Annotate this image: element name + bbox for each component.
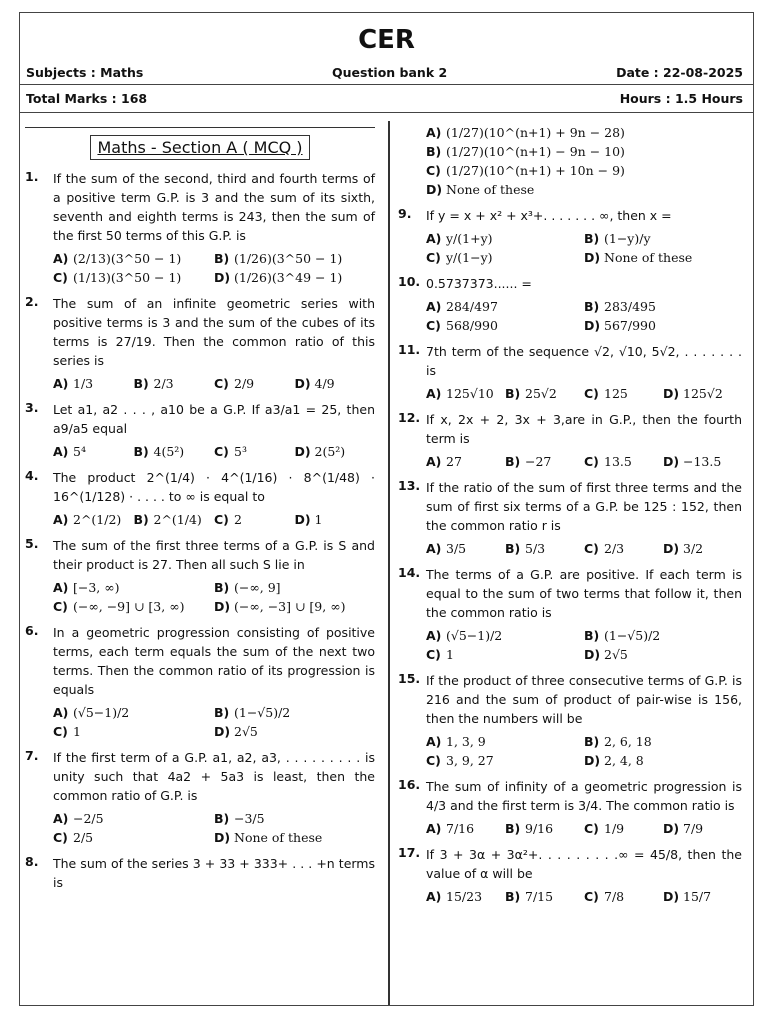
option-value: 2^(1/2)	[73, 512, 122, 527]
question-number: 13.	[398, 478, 421, 493]
options	[426, 454, 742, 469]
option-value: 2, 4, 8	[604, 753, 644, 768]
option-value: (1/13)(3^50 − 1)	[73, 270, 182, 285]
option-letter: A)	[53, 580, 69, 595]
option-value: (1/27)(10^(n+1) + 10n − 9)	[446, 163, 625, 178]
option-letter: D)	[214, 724, 231, 739]
option-letter: B)	[214, 705, 230, 720]
option-letter: A)	[53, 376, 69, 391]
question-13	[398, 478, 742, 556]
option-value: 4(5²)	[153, 444, 185, 459]
subjects-label: Subjects : Maths	[26, 65, 144, 80]
option-value: 2, 6, 18	[604, 734, 652, 749]
option-a	[53, 444, 134, 459]
option-value: (1/27)(10^(n+1) + 9n − 28)	[446, 125, 625, 140]
question-number: 2.	[25, 294, 39, 309]
option-letter: C)	[584, 889, 599, 904]
option-letter: D)	[663, 541, 680, 556]
question-number: 8.	[25, 854, 39, 869]
option-letter: D)	[584, 318, 601, 333]
question-text: If y = x + x² + x³+. . . . . . . ∞, then x =	[426, 208, 672, 223]
option-value: (√5−1)/2	[446, 628, 503, 643]
option-d	[295, 512, 376, 527]
option-letter: A)	[426, 231, 442, 246]
option-letter: D)	[663, 454, 680, 469]
option-a	[426, 821, 505, 836]
header-divider	[20, 84, 753, 85]
option-d	[584, 753, 742, 768]
option-letter: B)	[584, 734, 600, 749]
option-a	[426, 386, 505, 401]
question-9	[398, 206, 742, 265]
question-number: 17.	[398, 845, 421, 860]
option-value: 7/16	[446, 821, 475, 836]
question-text: If x, 2x + 2, 3x + 3,are in G.P., then the fourth term is	[426, 412, 742, 446]
question-text: 7th term of the sequence √2, √10, 5√2, . . . . . . . is	[426, 344, 742, 378]
option-letter: B)	[505, 821, 521, 836]
option-d	[426, 182, 742, 197]
option-letter: C)	[584, 541, 599, 556]
question-11	[398, 342, 742, 401]
option-d	[663, 821, 742, 836]
option-b	[505, 541, 584, 556]
question-text: The sum of the series 3 + 33 + 333+ . . . +n terms is	[53, 856, 375, 890]
options	[53, 376, 375, 391]
option-letter: A)	[426, 734, 442, 749]
option-value: (−∞, −3] ∪ [9, ∞)	[234, 599, 346, 614]
option-letter: A)	[426, 889, 442, 904]
option-c	[584, 454, 663, 469]
option-value: 1	[314, 512, 323, 527]
options	[426, 125, 742, 197]
option-d	[584, 318, 742, 333]
option-letter: A)	[53, 811, 69, 826]
option-letter: A)	[426, 299, 442, 314]
option-b	[214, 580, 375, 595]
left-column	[25, 133, 375, 892]
option-a	[426, 454, 505, 469]
option-c	[53, 270, 214, 285]
options	[426, 231, 742, 265]
option-c	[584, 386, 663, 401]
question-number: 5.	[25, 536, 39, 551]
question-number: 9.	[398, 206, 412, 221]
option-a	[426, 889, 505, 904]
option-b	[584, 231, 742, 246]
option-value: 5³	[234, 444, 247, 459]
question-text: The sum of the first three terms of a G.P. is S and their product is 27. Then all such S lie in	[53, 538, 375, 572]
option-value: 3/5	[446, 541, 467, 556]
option-letter: A)	[53, 444, 69, 459]
option-value: 9/16	[525, 821, 554, 836]
question-3	[25, 400, 375, 459]
option-c	[214, 444, 295, 459]
option-value: 2/3	[153, 376, 174, 391]
section-heading	[25, 138, 375, 157]
option-c	[214, 376, 295, 391]
question-text: If 3 + 3α + 3α²+. . . . . . . . .∞ = 45/8, then the value of α will be	[426, 847, 742, 881]
option-value: 1/3	[73, 376, 94, 391]
option-letter: B)	[584, 299, 600, 314]
option-value: 2(5²)	[314, 444, 346, 459]
question-number: 16.	[398, 777, 421, 792]
option-b	[505, 454, 584, 469]
options	[53, 580, 375, 614]
question-number: 14.	[398, 565, 421, 580]
option-letter: B)	[214, 580, 230, 595]
option-c	[426, 318, 584, 333]
hours-label: Hours : 1.5 Hours	[619, 91, 743, 106]
option-value: 27	[446, 454, 462, 469]
option-value: (√5−1)/2	[73, 705, 130, 720]
question-text: In a geometric progression consisting of positive terms, each term equals the sum of the next two terms. Then the common ratio of its progression is equals	[53, 625, 375, 697]
option-letter: D)	[584, 753, 601, 768]
option-letter: D)	[214, 270, 231, 285]
option-a	[426, 734, 584, 749]
question-number: 4.	[25, 468, 39, 483]
option-letter: D)	[214, 599, 231, 614]
option-value: (1−√5)/2	[604, 628, 661, 643]
option-d	[663, 454, 742, 469]
option-a	[53, 580, 214, 595]
option-c	[53, 599, 214, 614]
option-letter: A)	[426, 541, 442, 556]
option-a	[426, 299, 584, 314]
option-value: 2√5	[234, 724, 258, 739]
option-value: 284/497	[446, 299, 498, 314]
option-d	[295, 376, 376, 391]
option-letter: C)	[214, 512, 229, 527]
options	[53, 251, 375, 285]
option-value: 125√2	[683, 386, 723, 401]
option-letter: B)	[133, 376, 149, 391]
option-letter: A)	[426, 628, 442, 643]
question-14	[398, 565, 742, 662]
question-number: 3.	[25, 400, 39, 415]
option-value: 13.5	[604, 454, 632, 469]
option-c	[584, 541, 663, 556]
option-value: 1, 3, 9	[446, 734, 486, 749]
option-letter: D)	[584, 250, 601, 265]
option-letter: B)	[505, 889, 521, 904]
right-column	[398, 125, 742, 904]
option-b	[584, 628, 742, 643]
option-a	[426, 628, 584, 643]
option-letter: C)	[426, 753, 441, 768]
question-number: 12.	[398, 410, 421, 425]
question-text: Let a1, a2 . . . , a10 be a G.P. If a3/a1 = 25, then a9/a5 equal	[53, 402, 375, 436]
option-value: (−∞, 9]	[234, 580, 281, 595]
options	[426, 386, 742, 401]
option-value: 7/15	[525, 889, 554, 904]
option-letter: B)	[505, 454, 521, 469]
option-value: None of these	[604, 250, 693, 265]
question-text: If the ratio of the sum of first three terms and the sum of first six terms of a G.P. be 125 : 152, then the common ratio r is	[426, 480, 742, 533]
option-d	[214, 724, 375, 739]
total-marks-label: Total Marks : 168	[26, 91, 148, 106]
option-letter: C)	[426, 163, 441, 178]
option-c	[214, 512, 295, 527]
question-text: 0.5737373...... =	[426, 276, 532, 291]
option-value: 2^(1/4)	[153, 512, 202, 527]
option-c	[426, 250, 584, 265]
option-letter: C)	[426, 318, 441, 333]
question-bank-label: Question bank 2	[332, 65, 448, 80]
option-value: (1/26)(3^49 − 1)	[234, 270, 343, 285]
option-value: None of these	[234, 830, 323, 845]
option-value: 1/9	[604, 821, 625, 836]
option-value: 567/990	[604, 318, 656, 333]
options	[426, 299, 742, 333]
option-b	[505, 889, 584, 904]
option-letter: C)	[426, 250, 441, 265]
option-value: y/(1+y)	[446, 231, 493, 246]
option-a	[426, 231, 584, 246]
option-value: (1/26)(3^50 − 1)	[234, 251, 343, 266]
option-value: 7/9	[683, 821, 704, 836]
option-letter: C)	[53, 830, 68, 845]
option-b	[134, 512, 215, 527]
question-text: The sum of an infinite geometric series with positive terms is 3 and the sum of the cubes of its terms is 27/19. Then the common ratio of this series is	[53, 296, 375, 368]
option-value: 15/23	[446, 889, 483, 904]
options	[53, 512, 375, 527]
question-number: 6.	[25, 623, 39, 638]
question-paper	[19, 12, 754, 1006]
options	[426, 734, 742, 768]
option-b	[505, 386, 584, 401]
question-16	[398, 777, 742, 836]
option-letter: D)	[426, 182, 443, 197]
option-c	[584, 889, 663, 904]
question-text: The product 2^(1/4) · 4^(1/16) · 8^(1/48) · 16^(1/128) · . . . . to ∞ is equal to	[53, 470, 375, 504]
options	[53, 705, 375, 739]
question-5	[25, 536, 375, 614]
option-value: 1	[446, 647, 454, 662]
option-b	[505, 821, 584, 836]
question-15	[398, 671, 742, 768]
option-a	[426, 125, 742, 140]
option-value: −27	[525, 454, 552, 469]
option-letter: C)	[53, 599, 68, 614]
option-value: 2√5	[604, 647, 628, 662]
option-value: 7/8	[604, 889, 625, 904]
option-value: 2	[234, 512, 242, 527]
option-b	[214, 251, 375, 266]
option-c	[426, 753, 584, 768]
option-letter: D)	[294, 444, 311, 459]
options	[426, 821, 742, 836]
option-letter: D)	[214, 830, 231, 845]
option-letter: B)	[214, 811, 230, 826]
options	[426, 889, 742, 904]
option-c	[53, 830, 214, 845]
option-letter: A)	[426, 386, 442, 401]
option-a	[426, 541, 505, 556]
option-value: 125	[604, 386, 628, 401]
options	[426, 628, 742, 662]
option-letter: C)	[584, 386, 599, 401]
option-letter: B)	[133, 444, 149, 459]
paper-title: CER	[358, 25, 415, 55]
question-17	[398, 845, 742, 904]
option-a	[53, 811, 214, 826]
option-a	[53, 376, 134, 391]
option-value: y/(1−y)	[446, 250, 493, 265]
question-number: 11.	[398, 342, 421, 357]
option-letter: A)	[426, 454, 442, 469]
question-4	[25, 468, 375, 527]
option-letter: C)	[53, 270, 68, 285]
option-letter: A)	[53, 251, 69, 266]
option-b	[426, 144, 742, 159]
options	[426, 541, 742, 556]
option-d	[663, 541, 742, 556]
option-letter: C)	[214, 376, 229, 391]
option-value: 5/3	[525, 541, 546, 556]
option-d	[584, 647, 742, 662]
option-value: (−∞, −9] ∪ [3, ∞)	[73, 599, 185, 614]
option-d	[663, 386, 742, 401]
question-number: 10.	[398, 274, 421, 289]
option-b	[214, 811, 375, 826]
option-a	[53, 705, 214, 720]
option-value: −2/5	[73, 811, 104, 826]
question-8	[25, 854, 375, 892]
option-value: 2/5	[73, 830, 94, 845]
option-d	[214, 599, 375, 614]
question-cont	[398, 125, 742, 197]
question-number: 7.	[25, 748, 39, 763]
option-a	[53, 512, 134, 527]
option-value: 125√10	[446, 386, 494, 401]
option-letter: B)	[214, 251, 230, 266]
option-value: 3, 9, 27	[446, 753, 494, 768]
option-value: (1/27)(10^(n+1) − 9n − 10)	[446, 144, 625, 159]
option-letter: D)	[584, 647, 601, 662]
option-letter: C)	[214, 444, 229, 459]
option-letter: C)	[584, 821, 599, 836]
question-12	[398, 410, 742, 469]
option-value: −3/5	[234, 811, 265, 826]
option-value: 2/3	[604, 541, 625, 556]
option-value: (1−y)/y	[604, 231, 651, 246]
question-text: If the first term of a G.P. a1, a2, a3, . . . . . . . . . is unity such that 4a2 + 5a3 is least, then the common ratio of G.P. is	[53, 750, 375, 803]
option-letter: D)	[663, 889, 680, 904]
option-letter: B)	[584, 231, 600, 246]
question-text: If the product of three consecutive terms of G.P. is 216 and the sum of product of pair-wise is 156, then the numbers will be	[426, 673, 742, 726]
option-c	[426, 163, 742, 178]
option-value: 5⁴	[73, 444, 86, 459]
option-letter: C)	[53, 724, 68, 739]
question-number: 15.	[398, 671, 421, 686]
question-10	[398, 274, 742, 333]
option-letter: A)	[426, 821, 442, 836]
option-value: 3/2	[683, 541, 704, 556]
option-letter: B)	[505, 541, 521, 556]
section-title: Maths - Section A ( MCQ )	[90, 135, 309, 160]
option-value: 4/9	[314, 376, 335, 391]
option-value: 2/9	[234, 376, 255, 391]
question-2	[25, 294, 375, 391]
option-letter: D)	[294, 512, 311, 527]
option-letter: B)	[584, 628, 600, 643]
option-b	[214, 705, 375, 720]
question-6	[25, 623, 375, 739]
header-bottom-divider	[20, 112, 753, 113]
option-value: None of these	[446, 182, 535, 197]
option-letter: C)	[584, 454, 599, 469]
option-letter: D)	[663, 386, 680, 401]
option-letter: A)	[426, 125, 442, 140]
options	[53, 444, 375, 459]
option-d	[663, 889, 742, 904]
date-label: Date : 22-08-2025	[616, 65, 743, 80]
question-text: The sum of infinity of a geometric progression is 4/3 and the first term is 3/4. The common ratio is	[426, 779, 742, 813]
option-letter: A)	[53, 512, 69, 527]
option-letter: C)	[426, 647, 441, 662]
option-value: (1−√5)/2	[234, 705, 291, 720]
option-value: −13.5	[683, 454, 722, 469]
question-text: If the sum of the second, third and fourth terms of a positive term G.P. is 3 and the sum of its sixth, seventh and eighth terms is 243, then the sum of the first 50 terms of this G.P. is	[53, 171, 375, 243]
option-c	[426, 647, 584, 662]
option-letter: D)	[663, 821, 680, 836]
option-value: 15/7	[683, 889, 712, 904]
option-letter: A)	[53, 705, 69, 720]
section-rule	[25, 127, 375, 128]
option-letter: B)	[426, 144, 442, 159]
option-value: 283/495	[604, 299, 656, 314]
option-c	[53, 724, 214, 739]
options	[53, 811, 375, 845]
question-number: 1.	[25, 169, 39, 184]
option-b	[584, 299, 742, 314]
option-b	[584, 734, 742, 749]
option-b	[134, 376, 215, 391]
option-value: 1	[73, 724, 81, 739]
option-letter: D)	[294, 376, 311, 391]
option-letter: B)	[133, 512, 149, 527]
question-1	[25, 169, 375, 285]
question-7	[25, 748, 375, 845]
option-d	[214, 270, 375, 285]
option-value: [−3, ∞)	[73, 580, 120, 595]
option-value: 568/990	[446, 318, 498, 333]
option-letter: B)	[505, 386, 521, 401]
option-a	[53, 251, 214, 266]
question-text: The terms of a G.P. are positive. If each term is equal to the sum of two terms that follow it, then the common ratio is	[426, 567, 742, 620]
option-c	[584, 821, 663, 836]
option-d	[214, 830, 375, 845]
option-d	[295, 444, 376, 459]
option-d	[584, 250, 742, 265]
option-value: (2/13)(3^50 − 1)	[73, 251, 182, 266]
option-b	[134, 444, 215, 459]
column-divider	[388, 121, 390, 1005]
option-value: 25√2	[525, 386, 557, 401]
